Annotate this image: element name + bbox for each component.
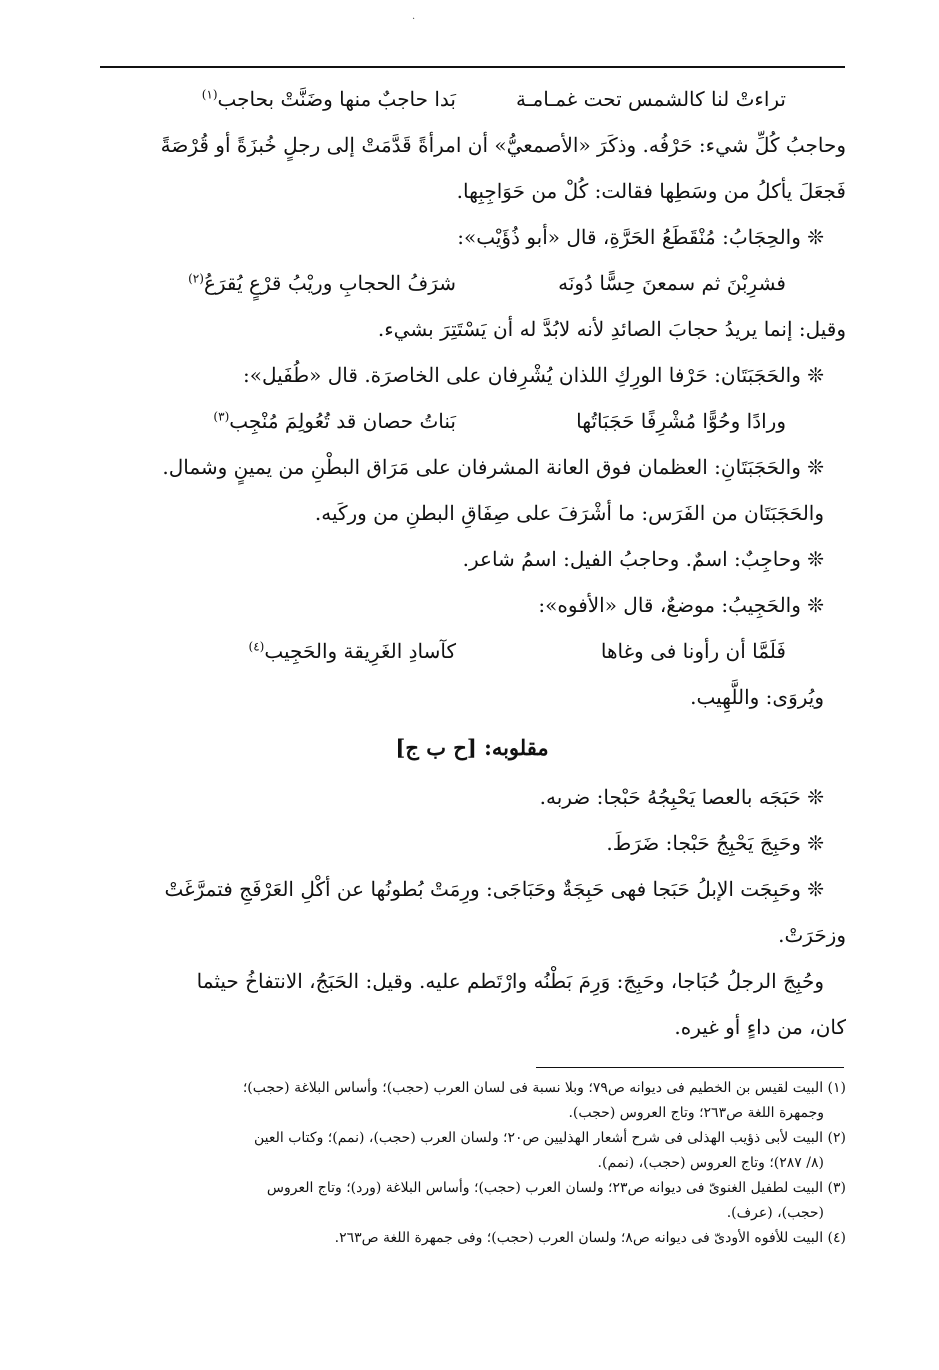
footnote-marker: (٣): [213, 409, 230, 424]
footnote-marker: (٢): [188, 271, 204, 286]
verse-first-hemistich: تراءتْ لنا كالشمس تحت غمـامـة: [515, 87, 786, 111]
text-line: وحاجبُ كُلِّ شيء: حَرْفُه. وذكَرَ «الأصمعيُّ» أن امرأةً قَدَّمَتْ إلى رجلٍ خُبزَةً أو قُرْصَةً: [160, 133, 846, 157]
footnote-line: (حجب)، (عرف).: [726, 1205, 824, 1221]
verse-second-hemistich: [213, 398, 456, 444]
footnotes: [98, 1076, 846, 1251]
verse-line: [98, 628, 846, 674]
footnote-rule: [536, 1067, 844, 1068]
top-rule: [100, 66, 845, 68]
text-line: ❊ والحِجَابُ: مُنْقَطَعُ الحَرَّةِ، قال «أبو ذُؤَيْب»:: [457, 225, 824, 249]
page-speck: ·: [412, 14, 416, 25]
footnote-line: (١) البيت لقيس بن الخطيم فى ديوانه ص٧٩؛ وبلا نسبة فى لسان العرب (حجب)؛ وأساس البلاغة (حجب)؛: [242, 1080, 846, 1096]
footnote-line: (٣) البيت لطفيل الغنوىّ فى ديوانه ص٢٣؛ ولسان العرب (حجب)؛ وأساس البلاغة (ورد)؛ وتاج العروس: [266, 1180, 846, 1196]
text-line: وحُبِجَ الرجلُ حُبَاجا، وحَبِجَ: وَرِمَ بَطْنُه وارْتَطم عليه. وقيل: الحَبَجُ، الانتفاخُ حيثما: [196, 969, 824, 993]
text-line: وقيل: إنما يريدُ حجابَ الصائدِ لأنه لابُدَّ له أن يَسْتَتِرَ بشيء.: [377, 317, 846, 341]
verse-second-hemistich: [188, 260, 456, 306]
verse-second-hemistich-text: شرَفُ الحجابِ وريْبُ قرْعٍ يُقرَعُ: [203, 271, 456, 295]
text-line: كان، من داءٍ أو غيره.: [674, 1015, 846, 1039]
text-line: ❊ والحَجَبَتَانِ: العظمان فوق العانة المشرفان على مَرَاق البطْنِ من يمينٍ وشمال.: [162, 455, 824, 479]
verse-second-hemistich-text: كآسادِ الغَرِيقة والحَجِيب: [264, 639, 456, 663]
text-line: ❊ وحَبِجَ يَحْبِجُ حَبْجا: ضَرَطَ.: [606, 831, 824, 855]
verse-second-hemistich-text: بَناتُ حصان قد تُعُولِمَ مُنْجِب: [229, 409, 456, 433]
text-line: وزحَرَتْ.: [778, 923, 846, 947]
footnote-line: (٤) البيت للأفوه الأودىّ فى ديوانه ص٨؛ ولسان العرب (حجب)؛ وفى جمهرة اللغة ص٢٦٣.: [334, 1230, 846, 1246]
verse-line: [98, 76, 846, 122]
text-line: فَجعَلَ يأكلُ من وسَطِها فقالت: كُلْ من حَوَاجِبِها.: [456, 179, 846, 203]
footnote-marker: (١): [201, 87, 218, 102]
text-line: ويُروَى: واللَّهِيب.: [690, 685, 824, 709]
text-line: ❊ وحَبِجَت الإبلُ حَبَجا فهى حَبِجَةٌ وحَبَاجَى: ورِمَتْ بُطونُها عن أكْلِ العَرْفَجِ فتمرَّغَتْ: [164, 877, 824, 901]
section-heading: مقلوبه: [ح ب ج]: [395, 735, 549, 760]
footnote-line: (٢) البيت لأبى ذؤيب الهذلى فى شرح أشعار الهذليين ص٢٠؛ ولسان العرب (حجب)، (نمم)؛ وكتاب العين: [254, 1130, 846, 1146]
verse-first-hemistich: ورادًا وحُوًّا مُشْرِفًا حَجَبَاتُها: [576, 409, 786, 433]
text-line: والحَجَبَتَان من الفَرَس: ما أشْرَفَ على صِفَاقِ البطنِ من وركَيه.: [314, 501, 824, 525]
verse-first-hemistich: فشرِبْنَ ثم سمعنَ حِسًّا دُونَه: [558, 271, 786, 295]
verse-second-hemistich: [202, 76, 456, 122]
verse-first-hemistich: فَلَمَّا أن رأونا فى وغاها: [600, 639, 786, 663]
verse-second-hemistich: [249, 628, 456, 674]
verse-line: [98, 260, 846, 306]
footnote-line: وجمهرة اللغة ص٢٦٣؛ وتاج العروس (حجب).: [568, 1105, 824, 1121]
text-line: ❊ وحاجِبٌ: اسمٌ. وحاجبُ الفيل: اسمُ شاعر.: [462, 547, 824, 571]
main-text: [98, 76, 846, 1050]
verse-second-hemistich-text: بَدا حاجبٌ منها وضَنَّتْ بحاجب: [217, 87, 456, 111]
text-line: ❊ والحَجِيبُ: موضعٌ، قال «الأفوه»:: [538, 593, 824, 617]
text-line: ❊ حَبَجَه بالعصا يَحْبِجُهُ حَبْجا: ضربه.: [539, 785, 824, 809]
footnote-line: (٨/ ٢٨٧)؛ وتاج العروس (حجب)، (نمم).: [597, 1155, 824, 1171]
verse-line: [98, 398, 846, 444]
text-line: ❊ والحَجَبَتَان: حَرْفا الورِكِ اللذان يُشْرِفان على الخاصرَة. قال «طُفَيل»:: [242, 363, 824, 387]
footnote-marker: (٤): [248, 639, 265, 654]
